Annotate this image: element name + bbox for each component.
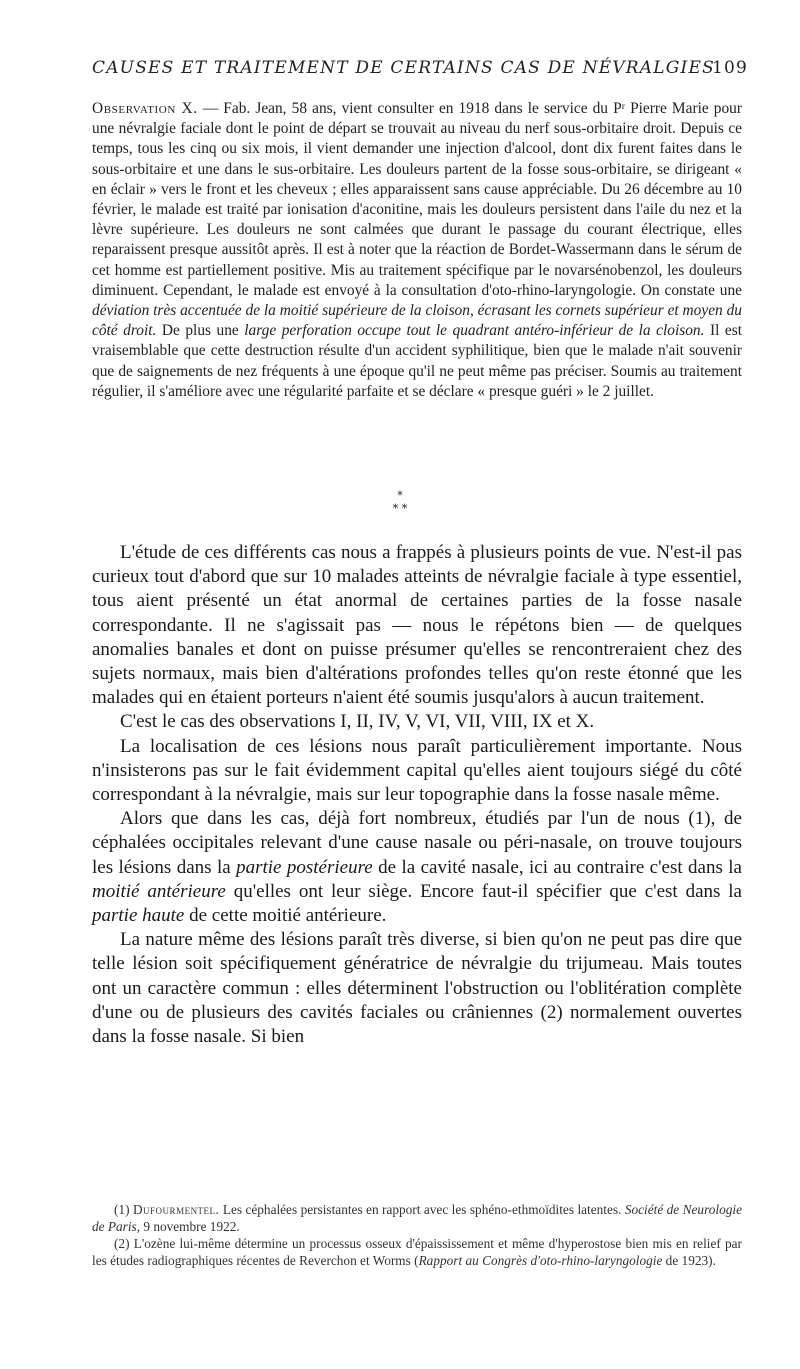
paragraph-text: de la cavité nasale, ici au contraire c'est dans la [372,856,742,878]
footnote-citation: Société de Neurologie de Paris, [92,1202,742,1234]
paragraph: La nature même des lésions paraît très diverse, si bien qu'on ne peut pas dire que telle lésion soit spécifiquement génératrice de névralgie du trijumeau. Mais toutes ont un caractère commun : elles déterminent l'obstruction ou l'oblitération complète d'une ou de plusieurs des cavités faciales ou crâniennes (2) normalement ouvertes dans la fosse nasale. Si bien [92,929,742,1048]
observation-text: De plus une [156,322,245,340]
footnote-mark: (1) [114,1202,133,1217]
paragraph [92,807,742,928]
footnote-text: (2) L'ozène lui-même détermine un processus osseux d'épaississement et même d'hyperostose bien mis en relief par les études radiographiques récentes de Reverchon et Worms ( [92,1236,742,1268]
paragraph: La localisation de ces lésions nous paraît particulièrement importante. Nous n'insisterons pas sur le fait évidemment capital qu'elles aient toujours siégé du côté correspondant à la névralgie, mais sur leur topographie dans la fosse nasale même. [92,735,742,806]
paragraph-emphasis: partie postérieure [236,856,373,878]
separator-stars-bottom: * * [392,502,408,515]
paragraph: C'est le cas des observations I, II, IV, V, VI, VII, VIII, IX et X. [120,711,595,733]
footnotes [92,1201,742,1269]
footnote-1 [92,1201,742,1235]
separator-star-top: * [397,489,403,502]
running-title: CAUSES ET TRAITEMENT DE CERTAINS CAS DE NÉVRALGIES [92,58,715,78]
footnote-text: de 1923). [662,1253,716,1268]
footnote-text: Les céphalées persistantes en rapport avec les sphéno-ethmoïdites latentes. [219,1202,625,1217]
main-text [92,541,742,1049]
observation-emphasis: déviation très accentuée de la moitié supérieure de la cloison, écrasant les cornets supérieur et moyen du côté droit. [92,302,742,340]
paragraph-text: de cette moitié antérieure. [184,905,387,927]
observation-text: — Fab. Jean, 58 ans, vient consulter en 1918 dans le service du Pʳ Pierre Marie pour une névralgie faciale dont le point de départ se trouvait au niveau du nerf sous-orbitaire droit. Depuis ce temps, tous les cinq ou six mois, il vient demander une injection d'alcool, dont dix furent faites dans le sous-orbitaire et une dans le sus-orbitaire. Les douleurs partent de la fosse sous-orbitaire, se dirigeant « en éclair » vers le front et les cheveux ; elles apparaissent sans cause appréciable. Du 26 décembre au 10 février, le malade est traité par ionisation d'aconitine, mais les douleurs persistent dans l'aile du nez et la lèvre supérieure. Les douleurs ne sont calmées que durant le passage du courant électrique, elles reparaissent presque aussitôt après. Il est à noter que la réaction de Bordet-Wassermann dans le sérum de cet homme est partiellement positive. Mis au traitement spécifique par le novarsénobenzol, les douleurs diminuent. Cependant, le malade est envoyé à la consultation d'oto-rhino-laryngologie. On constate une [92,100,742,299]
paragraph-text: Alors que dans les cas, déjà fort nombreux, étudiés par l'un de nous (1), de céphalées occipitales relevant d'une cause nasale ou péri-nasale, on trouve toujours les lésions dans la [92,808,742,878]
paragraph: L'étude de ces différents cas nous a frappés à plusieurs points de vue. N'est-il pas curieux tout d'abord que sur 10 malades atteints de névralgie faciale à type essentiel, tous aient présenté un état anormal de certaines parties de la fosse nasale correspondante. Il ne s'agissait pas — nous le répétons bien — de quelques anomalies banales et dont on puisse présumer qu'elles se rencontreraient chez des sujets normaux, mais bien d'altérations profondes telles qu'on reste étonné que les malades qui en étaient porteurs n'aient été soumis jusqu'alors à aucun traitement. [92,542,742,709]
paragraph-text: qu'elles ont leur siège. Encore faut-il spécifier que c'est dans la [225,880,742,902]
page-number: 109 [711,58,748,78]
paragraph-emphasis: partie haute [92,905,185,927]
paragraph-emphasis: moitié antérieure [92,880,226,902]
footnote-text: 9 novembre 1922. [140,1219,240,1234]
running-header [92,58,748,84]
section-separator [0,490,800,516]
observation-emphasis: large perforation occupe tout le quadrant antéro-inférieur de la cloison. [244,322,705,340]
observation-x [92,99,742,402]
observation-text: Il est vraisemblable que cette destruction résulte d'un accident syphilitique, bien que le malade n'ait souvenir que de saignements de nez fréquents à une époque qu'il ne peut même pas préciser. Soumis au traitement régulier, il s'améliore avec une régularité parfaite et se déclare « presque guéri » le 2 juillet. [92,322,742,400]
observation-label: Observation X. [92,100,198,117]
footnote-2 [92,1235,742,1269]
footnote-author: Dufourmentel. [132,1202,220,1217]
footnote-citation: Rapport au Congrès d'oto-rhino-laryngologie [418,1253,663,1268]
